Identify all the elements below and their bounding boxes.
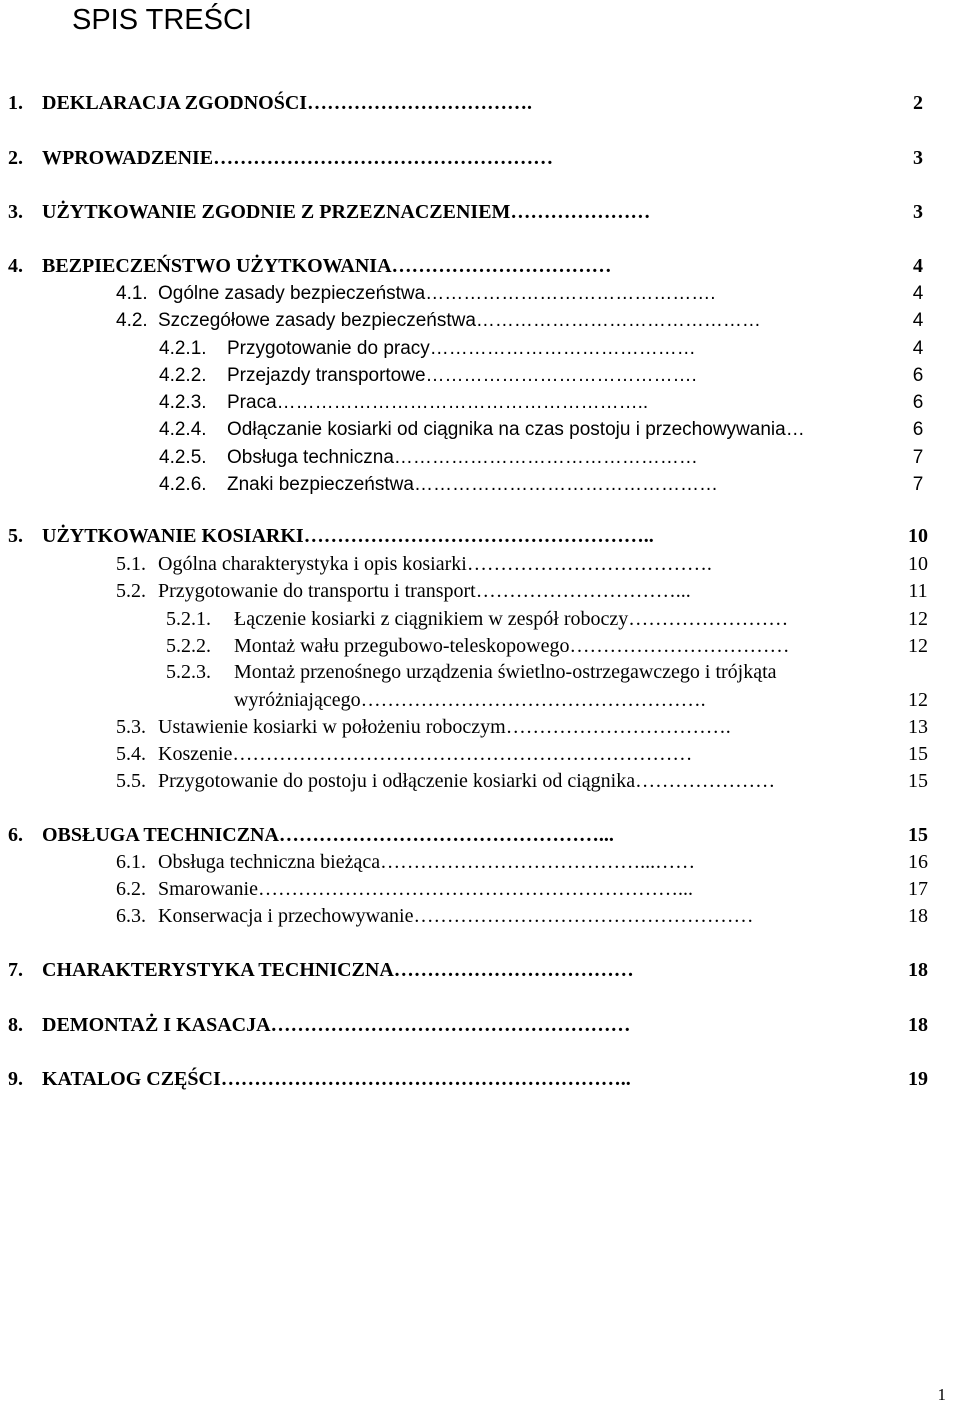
- toc-page-number: 17: [908, 878, 928, 900]
- toc-entry-title: Smarowanie: [158, 878, 258, 900]
- toc-entry-number: 4.2.1.: [159, 338, 207, 359]
- toc-page-number: 15: [908, 743, 928, 765]
- toc-entry[interactable]: [159, 391, 940, 415]
- toc-entry-number: 5.2.2.: [166, 635, 211, 657]
- toc-entry[interactable]: [8, 958, 940, 982]
- toc-leader: …………………: [510, 201, 651, 223]
- toc-entry[interactable]: [159, 446, 940, 470]
- toc-entry-title: UŻYTKOWANIE ZGODNIE Z PRZEZNACZENIEM: [42, 201, 511, 223]
- toc-page-number: 10: [908, 525, 928, 547]
- toc-entry-title: CHARAKTERYSTYKA TECHNICZNA: [42, 959, 394, 981]
- toc-leader: ………………………………………………: [270, 1014, 631, 1036]
- toc-page-number: 3: [913, 201, 923, 223]
- toc-entry-number: 4.1.: [116, 283, 148, 304]
- toc-page-number: 6: [912, 392, 924, 413]
- toc-page-number: 18: [908, 1014, 928, 1036]
- toc-entry-number: 6.: [8, 824, 23, 846]
- toc-entry-number: 5.2.: [116, 580, 146, 602]
- toc-leader: ………………………………: [393, 959, 634, 981]
- toc-entry-number: 4.2.6.: [159, 474, 207, 495]
- toc-entry-number: 5.4.: [116, 743, 146, 765]
- toc-entry-title: Odłączanie kosiarki od ciągnika na czas postoju i przechowywania: [227, 419, 786, 440]
- toc-entry[interactable]: [116, 579, 940, 603]
- toc-page-number: 4: [913, 255, 923, 277]
- toc-entry-title: Przygotowanie do transportu i transport: [158, 580, 476, 602]
- toc-entry-title: Praca: [227, 392, 277, 413]
- toc-entry-title: Ogólne zasady bezpieczeństwa: [158, 283, 426, 304]
- toc-entry-title: Obsługa techniczna: [227, 447, 394, 468]
- toc-page-number: 15: [908, 824, 928, 846]
- toc-leader: ………………………………………: [475, 310, 761, 331]
- toc-entry-number: 3.: [8, 201, 23, 223]
- toc-entry[interactable]: [8, 254, 940, 278]
- toc-leader: ……………………………………………………..: [220, 1068, 631, 1090]
- toc-page-number: 7: [912, 474, 924, 495]
- toc-page-number: 12: [908, 635, 928, 657]
- toc-entry[interactable]: [8, 823, 940, 847]
- toc-entry[interactable]: [8, 1067, 940, 1091]
- toc-entry[interactable]: [8, 524, 940, 548]
- toc-entry[interactable]: [116, 742, 940, 766]
- toc-entry-number: 5.1.: [116, 553, 146, 575]
- toc-entry-number: 5.2.3.: [166, 661, 211, 683]
- toc-entry-title: WPROWADZENIE: [42, 147, 214, 169]
- toc-page-number: 6: [912, 419, 924, 440]
- toc-entry-title-continued: wyróżniającego: [234, 689, 361, 711]
- toc-entry[interactable]: [8, 91, 940, 115]
- toc-entry-title: Obsługa techniczna bieżąca: [158, 851, 381, 873]
- toc-entry[interactable]: [166, 634, 940, 658]
- toc-page-number: 18: [908, 905, 928, 927]
- toc-entry-number: 6.2.: [116, 878, 146, 900]
- toc-page-number: 7: [912, 447, 924, 468]
- toc-entry-title: Konserwacja i przechowywanie: [158, 905, 414, 927]
- toc-entry[interactable]: [159, 473, 940, 497]
- toc-entry[interactable]: [116, 904, 940, 928]
- toc-entry-title: Przygotowanie do postoju i odłączenie kosiarki od ciągnika: [158, 770, 636, 792]
- toc-page-number: 2: [913, 92, 923, 114]
- toc-entry-number: 5.: [8, 525, 23, 547]
- toc-entry-title: Ogólna charakterystyka i opis kosiarki: [158, 553, 467, 575]
- toc-entry-number: 6.3.: [116, 905, 146, 927]
- toc-page-number: 16: [908, 851, 928, 873]
- toc-entry[interactable]: [116, 552, 940, 576]
- toc-entry-number: 5.3.: [116, 716, 146, 738]
- toc-entry-title: Montaż wału przegubowo-teleskopowego: [234, 635, 570, 657]
- toc-entry[interactable]: [116, 309, 940, 333]
- toc-entry-number: 9.: [8, 1068, 23, 1090]
- toc-leader: …………………………….: [307, 92, 533, 114]
- toc-leader: …………………………………………...: [278, 824, 614, 846]
- toc-entry-number: 2.: [8, 147, 23, 169]
- toc-page-number: 10: [908, 553, 928, 575]
- toc-leader: …………………………………………………..: [276, 392, 649, 413]
- toc-entry[interactable]: [116, 282, 940, 306]
- toc-entry-number: 5.2.1.: [166, 608, 211, 630]
- toc-page-number: 4: [912, 338, 924, 359]
- toc-entry-title: DEKLARACJA ZGODNOŚCI: [42, 92, 308, 114]
- toc-leader: …………………………………...……: [380, 851, 696, 873]
- toc-entry-title: DEMONTAŻ I KASACJA: [42, 1014, 271, 1036]
- toc-entry-title: OBSŁUGA TECHNICZNA: [42, 824, 279, 846]
- toc-entry-number: 4.2.4.: [159, 419, 207, 440]
- toc-entry-number: 4.2.: [116, 310, 148, 331]
- toc-entry[interactable]: [116, 877, 940, 901]
- page-number: 1: [937, 1385, 946, 1404]
- toc-page-number: 12: [908, 608, 928, 630]
- toc-entry-title: Przygotowanie do pracy: [227, 338, 430, 359]
- toc-entry-number: 4.: [8, 255, 23, 277]
- toc-entry[interactable]: [159, 364, 940, 388]
- toc-leader: …………………………………………: [413, 474, 718, 495]
- toc-leader: ……………………………………………………………: [232, 743, 693, 765]
- toc-entry-title: Szczegółowe zasady bezpieczeństwa: [158, 310, 476, 331]
- toc-entry-number: 8.: [8, 1014, 23, 1036]
- toc-entry[interactable]: [8, 146, 940, 170]
- toc-page-number: 15: [908, 770, 928, 792]
- toc-entry-title: BEZPIECZEŃSTWO UŻYTKOWANIA: [42, 255, 392, 277]
- toc-leader: ……………………………………………: [213, 147, 554, 169]
- toc-entry-number: 5.5.: [116, 770, 146, 792]
- toc-entry-number: 4.2.3.: [159, 392, 207, 413]
- toc-entry-title: Ustawienie kosiarki w położeniu roboczym: [158, 716, 506, 738]
- toc-entry-number: 4.2.5.: [159, 447, 207, 468]
- toc-page-number: 3: [913, 147, 923, 169]
- toc-page-number: 4: [912, 283, 924, 304]
- toc-leader: ……………………………………: [429, 338, 696, 359]
- toc-entry-number: 6.1.: [116, 851, 146, 873]
- toc-leader: …………………………………….: [425, 365, 697, 386]
- toc-entry-number: 1.: [8, 92, 23, 114]
- toc-entry-continuation: [234, 688, 940, 712]
- toc-page-number: 18: [908, 959, 928, 981]
- toc-entry-title: Znaki bezpieczeństwa: [227, 474, 414, 495]
- toc-entry[interactable]: [8, 200, 940, 224]
- toc-entry[interactable]: [116, 850, 940, 874]
- toc-leader: ……………………: [628, 608, 789, 630]
- toc-leader: …………………: [635, 770, 776, 792]
- toc-entry-title: Montaż przenośnego urządzenia świetlno-ostrzegawczego i trójkąta: [234, 661, 777, 683]
- toc-entry-title: Koszenie: [158, 743, 233, 765]
- toc-leader: ……………………………………………: [413, 905, 754, 927]
- toc-entry-title: Łączenie kosiarki z ciągnikiem w zespół roboczy: [234, 608, 629, 630]
- toc-entry-title: UŻYTKOWANIE KOSIARKI: [42, 525, 304, 547]
- toc-entry[interactable]: [116, 769, 940, 793]
- toc-page-number: 12: [908, 689, 928, 711]
- toc-entry-number: 4.2.2.: [159, 365, 207, 386]
- page-title: SPIS TREŚCI: [72, 4, 252, 36]
- toc-entry[interactable]: [8, 1013, 940, 1037]
- toc-entry[interactable]: [159, 418, 940, 442]
- toc-entry[interactable]: [166, 660, 940, 684]
- toc-entry[interactable]: [166, 607, 940, 631]
- toc-page-number: 13: [908, 716, 928, 738]
- toc-leader: ……………………………………………..: [303, 525, 654, 547]
- toc-entry-title: KATALOG CZĘŚCI: [42, 1068, 221, 1090]
- toc-leader: ………………………………………………………...: [257, 878, 693, 900]
- toc-leader: …: [785, 419, 805, 440]
- toc-page-number: 11: [908, 580, 928, 602]
- toc-page-number: 4: [912, 310, 924, 331]
- toc-leader: …………………………………………: [393, 447, 698, 468]
- toc-leader: …………………………...: [475, 580, 691, 602]
- toc-entry-number: 7.: [8, 959, 23, 981]
- toc-entry-title: Przejazdy transportowe: [227, 365, 426, 386]
- toc-leader: ……………………………….: [466, 553, 712, 575]
- toc-entry[interactable]: [159, 337, 940, 361]
- toc-page-number: 19: [908, 1068, 928, 1090]
- toc-leader: ……………………………………….: [425, 283, 716, 304]
- toc-leader: …………………………….: [505, 716, 731, 738]
- toc-page-number: 6: [912, 365, 924, 386]
- toc-entry[interactable]: [116, 715, 940, 739]
- toc-leader: ……………………………: [569, 635, 790, 657]
- toc-leader: ……………………………: [391, 255, 612, 277]
- toc-leader: …………………………………………….: [360, 689, 706, 711]
